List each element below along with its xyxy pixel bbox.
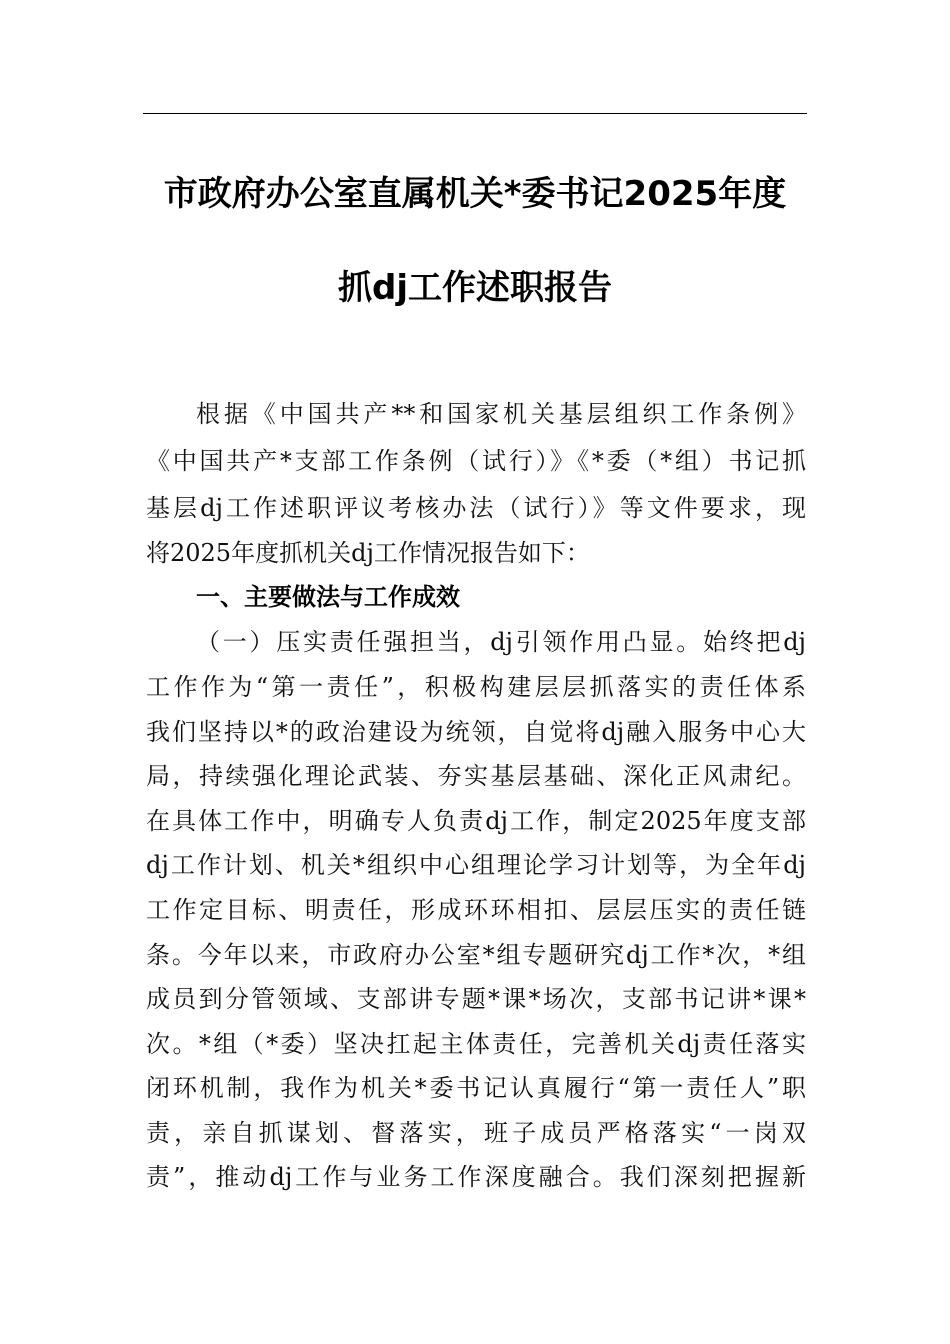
body-line-13: 责”，推动dj工作与业务工作深度融合。我们深刻把握新 [146, 1163, 806, 1191]
body-line-9: 成员到分管领域、支部讲专题*课*场次，支部书记讲*课* [146, 985, 806, 1013]
section-1-heading: 一、主要做法与工作成效 [196, 583, 460, 611]
document-title-line-2: 抓dj工作述职报告 [338, 268, 612, 308]
body-line-11: 闭环机制，我作为机关*委书记认真履行“第一责任人”职 [146, 1074, 806, 1102]
body-line-12: 责，亲自抓谋划、督落实，班子成员严格落实“一岗双 [146, 1119, 806, 1147]
header-rule [143, 113, 807, 114]
intro-line-4: 将2025年度抓机关dj工作情况报告如下： [146, 539, 590, 567]
body-line-1: （一）压实责任强担当，dj引领作用凸显。始终把dj [196, 628, 806, 656]
body-line-2: 工作作为“第一责任”，积极构建层层抓落实的责任体系 [146, 673, 806, 701]
intro-line-2: 《中国共产*支部工作条例（试行）》《*委（*组）书记抓 [146, 447, 806, 475]
intro-line-3: 基层dj工作述职评议考核办法（试行）》等文件要求，现 [146, 494, 806, 522]
body-line-6: dj工作计划、机关*组织中心组理论学习计划等，为全年dj [146, 851, 806, 879]
document-title-line-1: 市政府办公室直属机关*委书记2025年度 [163, 174, 787, 214]
body-line-7: 工作定目标、明责任，形成环环相扣、层层压实的责任链 [146, 896, 806, 924]
body-line-3: 我们坚持以*的政治建设为统领，自觉将dj融入服务中心大 [146, 718, 806, 746]
body-line-4: 局，持续强化理论武装、夯实基层基础、深化正风肃纪。 [146, 762, 806, 790]
intro-line-1: 根据《中国共产**和国家机关基层组织工作条例》 [196, 400, 806, 428]
body-line-8: 条。今年以来，市政府办公室*组专题研究dj工作*次，*组 [146, 941, 806, 969]
body-line-5: 在具体工作中，明确专人负责dj工作，制定2025年度支部 [146, 807, 806, 835]
body-line-10: 次。*组（*委）坚决扛起主体责任，完善机关dj责任落实 [146, 1030, 806, 1058]
